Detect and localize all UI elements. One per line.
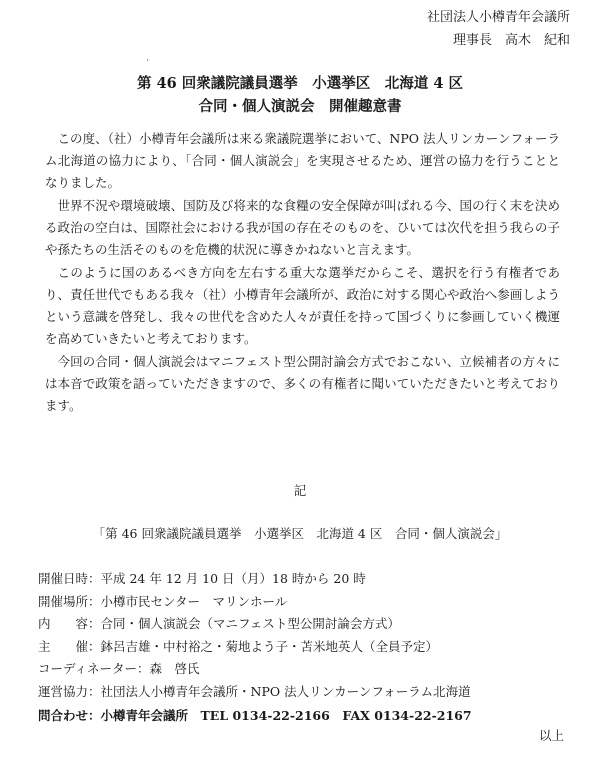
sender-representative: 理事長 高木 紀和 <box>452 33 570 48</box>
sender-block <box>427 6 570 52</box>
paragraph: このように国のあるべき方向を左右する重大な選挙だからこそ、選択を行う有権者であり、責任世代でもある我々（社）小樽青年会議所が、政治に対する関心や政治へ参画しようという意識を啓発し、我々の世代を含めた人々が責任を持って国づくりに参画していく機運を高めていきたいと考えております。 <box>45 265 560 346</box>
detail-row-organizers: 主 催：鉢呂吉雄・中村裕之・菊地よう子・苫米地英人（全員予定） <box>38 638 439 654</box>
ki-label: 記 <box>293 483 307 498</box>
detail-row-cooperation: 運営協力：社団法人小樽青年会議所・NPO 法人リンカーンフォーラム北海道 <box>38 683 471 699</box>
detail-row-venue: 開催場所：小樽市民センター マリンホール <box>38 593 288 609</box>
body-paragraphs <box>45 128 560 418</box>
detail-row-content: 内 容：合同・個人演説会（マニフェスト型公開討論会方式） <box>38 616 400 631</box>
detail-row-date: 開催日時：平成 24 年 12 月 10 日（月）18 時から 20 時 <box>38 571 366 586</box>
paragraph: 今回の合同・個人演説会はマニフェスト型公開討論会方式でおこない、立候補者の方々には本音で政策を語っていただきますので、多くの有権者に聞いていただきたいと考えております。 <box>45 354 560 413</box>
paragraph: この度、（社）小樽青年会議所は来る衆議院選挙において、NPO 法人リンカーンフォーラム北海道の協力により、「合同・個人演説会」を実現させるため、運営の協力を行うこととなりました。 <box>45 131 560 190</box>
scan-mark: ‘ <box>146 58 150 69</box>
event-details <box>38 568 578 728</box>
detail-row-contact: 問合わせ：小樽青年会議所 TEL 0134-22-2166 FAX 0134-22-2167 <box>38 708 472 723</box>
paragraph: 世界不況や環境破壊、国防及び将来的な食糧の安全保障が叫ばれる今、国の行く末を決める政治の空白は、国際社会における我が国の存在そのものを、ひいては次代を担う我らの子や孫たちの生活そのものを危機的状況に導きかねないと言えます。 <box>45 198 560 257</box>
title-line-2: 合同・個人演説会 開催趣意書 <box>198 98 402 115</box>
document-title <box>0 72 600 118</box>
sender-organization: 社団法人小樽青年会議所 <box>426 10 570 25</box>
event-title: 「第 46 回衆議院議員選挙 小選挙区 北海道 4 区 合同・個人演説会」 <box>92 526 508 541</box>
closing-mark: 以上 <box>538 728 564 743</box>
detail-row-coordinator: コーディネーター：森 啓氏 <box>38 661 200 676</box>
title-line-1: 第 46 回衆議院議員選挙 小選挙区 北海道 4 区 <box>137 75 463 92</box>
